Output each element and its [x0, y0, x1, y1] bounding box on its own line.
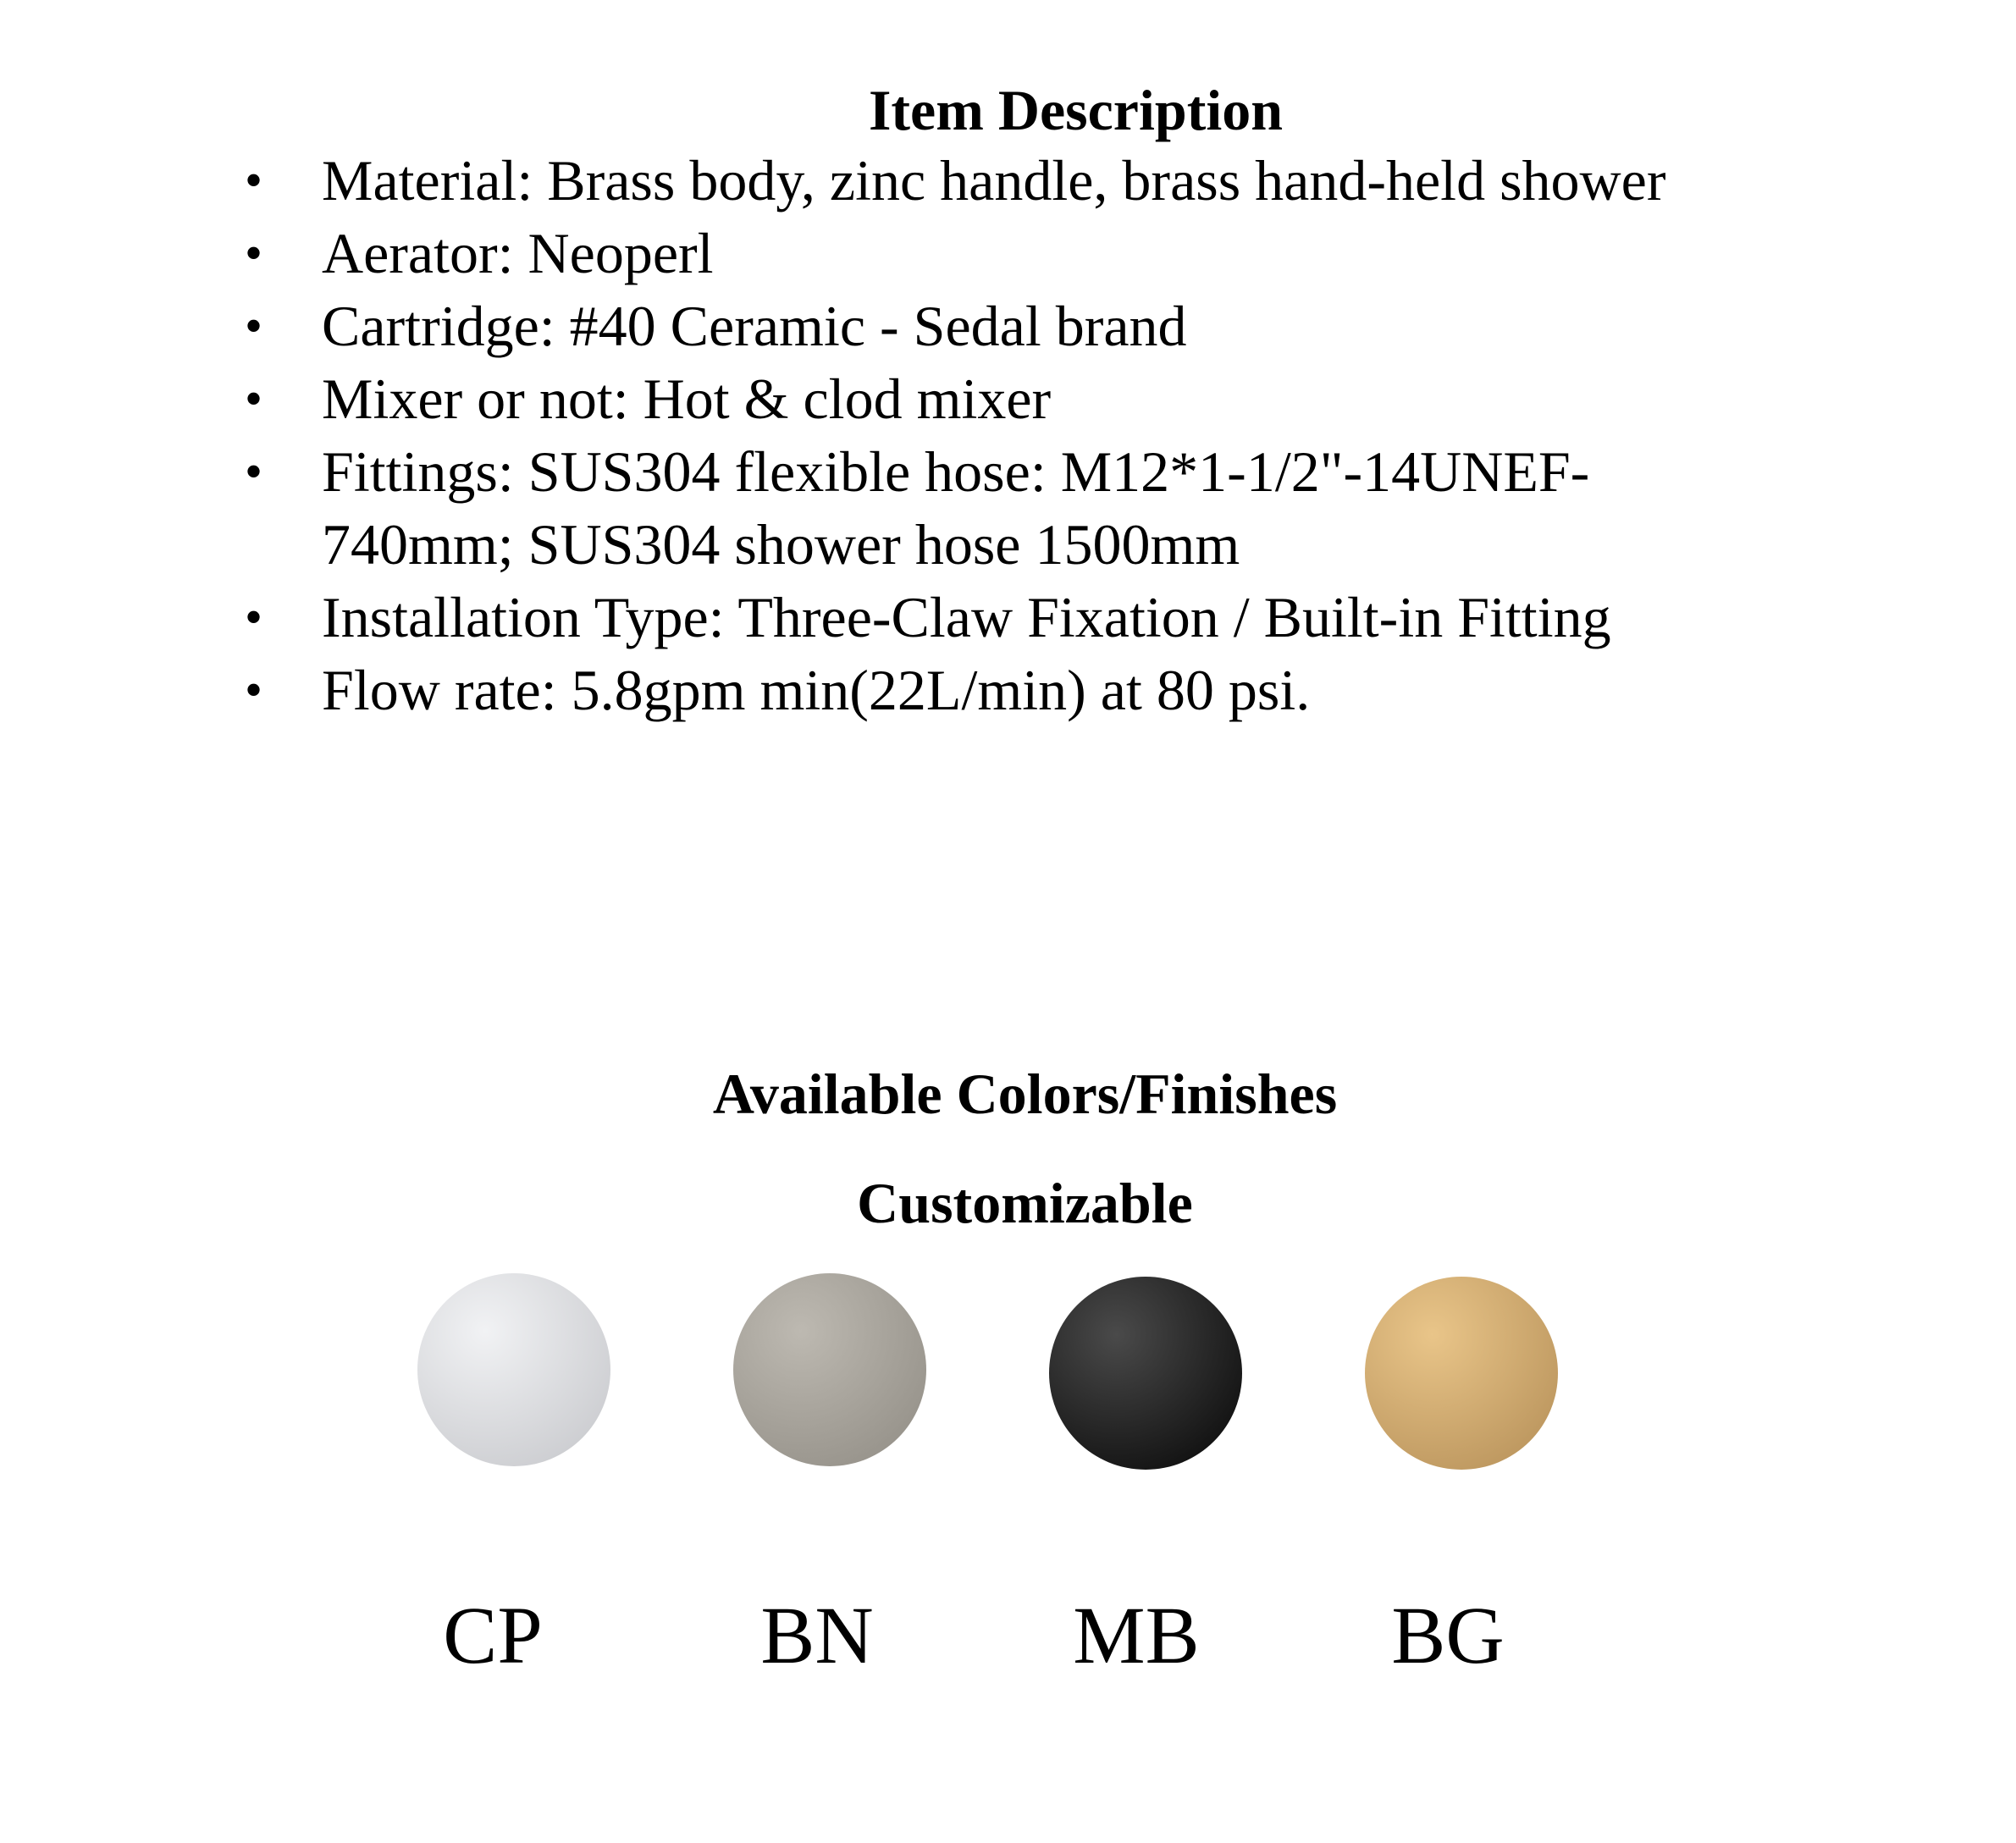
feature-text: Fittings: SUS304 flexible hose: M12*1-1/2"-14UNEF- 740mm; SUS304 shower hose 1500mm: [322, 439, 1590, 577]
list-item: [233, 144, 1808, 217]
finish-label-cp: CP: [443, 1590, 543, 1680]
bullet-icon: •: [245, 662, 263, 718]
customizable-subtitle: Customizable: [857, 1171, 1193, 1235]
list-item: [233, 217, 1808, 290]
finish-swatch-cp: [417, 1273, 610, 1466]
bullet-icon: •: [245, 152, 263, 208]
finish-label-mb: MB: [1073, 1590, 1200, 1680]
feature-text: Flow rate: 5.8gpm min(22L/min) at 80 psi.: [322, 658, 1311, 722]
bullet-icon: •: [245, 589, 263, 645]
finish-swatch-bg: [1365, 1277, 1558, 1470]
feature-text: Mixer or not: Hot & clod mixer: [322, 367, 1052, 431]
list-item: [233, 654, 1808, 726]
finish-label-bn: BN: [760, 1590, 874, 1680]
colors-finishes-title: Available Colors/Finishes: [712, 1062, 1338, 1126]
feature-text: Aerator: Neoperl: [322, 221, 714, 285]
item-description-title: Item Description: [868, 78, 1284, 142]
finish-swatch-mb: [1049, 1277, 1242, 1470]
bullet-icon: •: [245, 371, 263, 427]
finish-label-bg: BG: [1391, 1590, 1505, 1680]
bullet-icon: •: [245, 225, 263, 281]
bullet-icon: •: [245, 444, 263, 499]
feature-text: Material: Brass body, zinc handle, brass hand-held shower: [322, 148, 1666, 212]
bullet-icon: •: [245, 298, 263, 354]
list-item: [233, 362, 1808, 435]
finish-swatch-bn: [733, 1273, 926, 1466]
list-item: [233, 581, 1808, 654]
list-item: [233, 435, 1808, 581]
feature-text: Installation Type: Three-Claw Fixation / Built-in Fitting: [322, 585, 1611, 649]
list-item: [233, 290, 1808, 362]
feature-list: [233, 144, 1808, 726]
feature-text: Cartridge: #40 Ceramic - Sedal brand: [322, 294, 1187, 358]
